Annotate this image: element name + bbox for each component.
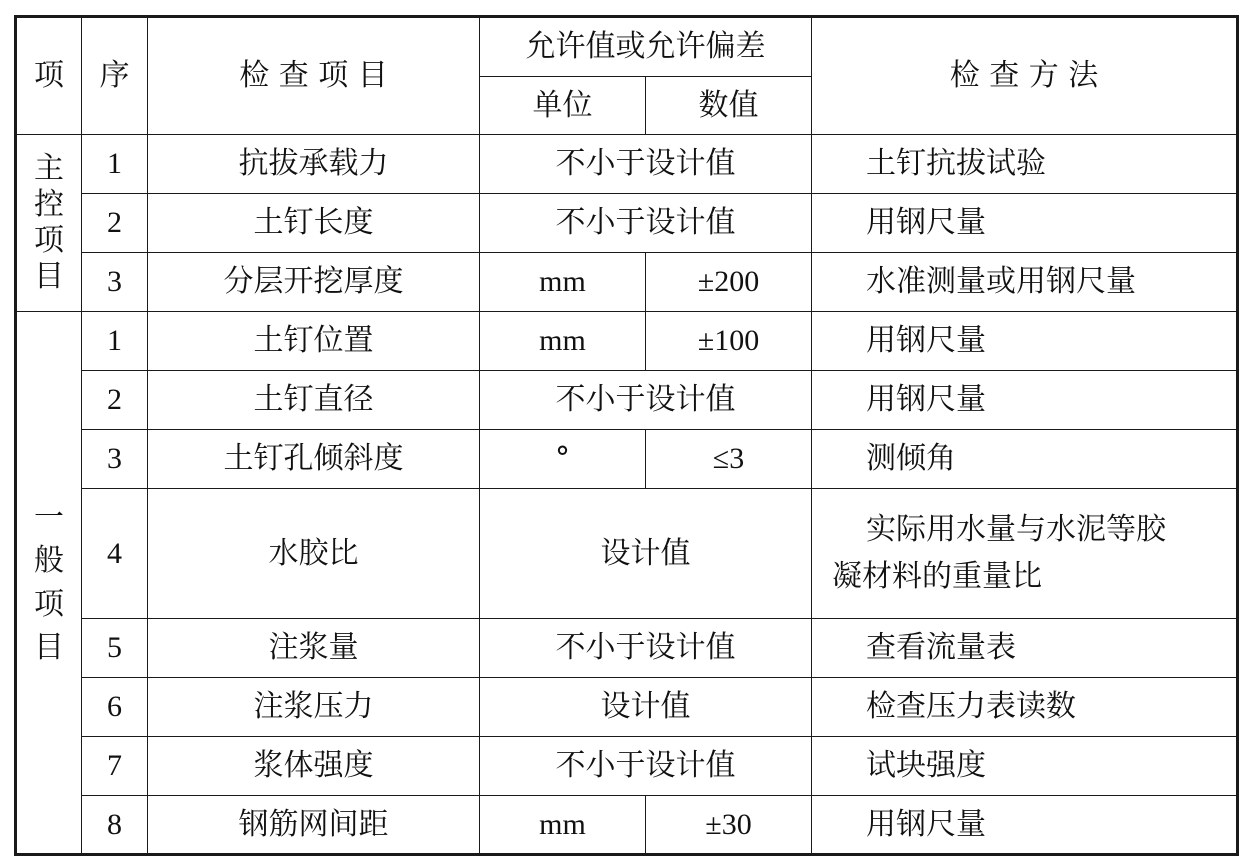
row-no: 6 bbox=[82, 678, 148, 737]
row-method: 用钢尺量 bbox=[812, 194, 1238, 253]
row-item: 分层开挖厚度 bbox=[148, 253, 480, 312]
row-no: 2 bbox=[82, 371, 148, 430]
group-general bbox=[16, 312, 82, 855]
row-item: 注浆量 bbox=[148, 619, 480, 678]
header-allowance: 允许值或允许偏差 bbox=[480, 17, 812, 77]
row-no: 2 bbox=[82, 194, 148, 253]
table-row bbox=[16, 678, 1238, 737]
row-unit: mm bbox=[480, 253, 646, 312]
row-value: ≤3 bbox=[646, 430, 812, 489]
row-value: ±200 bbox=[646, 253, 812, 312]
row-method: 用钢尺量 bbox=[812, 312, 1238, 371]
header-value: 数值 bbox=[646, 77, 812, 135]
table-row bbox=[16, 312, 1238, 371]
group-label: 一般项目 bbox=[34, 499, 64, 665]
table-row bbox=[16, 430, 1238, 489]
row-method: 土钉抗拔试验 bbox=[812, 135, 1238, 194]
header-item: 检 查 项 目 bbox=[148, 17, 480, 135]
group-main-control bbox=[16, 135, 82, 312]
table-row bbox=[16, 619, 1238, 678]
row-no: 4 bbox=[82, 489, 148, 619]
row-method bbox=[812, 489, 1238, 619]
row-item: 土钉位置 bbox=[148, 312, 480, 371]
row-allowance: 不小于设计值 bbox=[480, 135, 812, 194]
table-row bbox=[16, 371, 1238, 430]
group-label: 主控项目 bbox=[34, 151, 64, 294]
header-seq: 序 bbox=[82, 17, 148, 135]
row-method: 试块强度 bbox=[812, 737, 1238, 796]
row-no: 1 bbox=[82, 135, 148, 194]
method-line-2: 凝材料的重量比 bbox=[832, 558, 1042, 594]
row-no: 3 bbox=[82, 430, 148, 489]
row-item: 抗拔承载力 bbox=[148, 135, 480, 194]
row-item: 注浆压力 bbox=[148, 678, 480, 737]
row-item: 土钉长度 bbox=[148, 194, 480, 253]
header-row bbox=[16, 17, 1238, 77]
row-method: 测倾角 bbox=[812, 430, 1238, 489]
row-allowance: 设计值 bbox=[480, 678, 812, 737]
row-allowance: 不小于设计值 bbox=[480, 619, 812, 678]
table-row bbox=[16, 489, 1238, 619]
row-item: 土钉直径 bbox=[148, 371, 480, 430]
row-item: 浆体强度 bbox=[148, 737, 480, 796]
row-unit: ° bbox=[480, 430, 646, 489]
row-item: 钢筋网间距 bbox=[148, 796, 480, 855]
row-allowance: 设计值 bbox=[480, 489, 812, 619]
row-method: 用钢尺量 bbox=[812, 371, 1238, 430]
row-no: 1 bbox=[82, 312, 148, 371]
inspection-table bbox=[14, 15, 1239, 856]
row-allowance: 不小于设计值 bbox=[480, 737, 812, 796]
header-unit: 单位 bbox=[480, 77, 646, 135]
row-no: 8 bbox=[82, 796, 148, 855]
row-no: 7 bbox=[82, 737, 148, 796]
table-row bbox=[16, 253, 1238, 312]
row-value: ±30 bbox=[646, 796, 812, 855]
table-row bbox=[16, 135, 1238, 194]
header-method: 检 查 方 法 bbox=[812, 17, 1238, 135]
method-line-1: 实际用水量与水泥等胶 bbox=[866, 512, 1166, 547]
table-row bbox=[16, 796, 1238, 855]
row-no: 5 bbox=[82, 619, 148, 678]
row-allowance: 不小于设计值 bbox=[480, 194, 812, 253]
row-no: 3 bbox=[82, 253, 148, 312]
row-method: 检查压力表读数 bbox=[812, 678, 1238, 737]
row-unit: mm bbox=[480, 312, 646, 371]
row-item: 水胶比 bbox=[148, 489, 480, 619]
row-allowance: 不小于设计值 bbox=[480, 371, 812, 430]
row-method: 用钢尺量 bbox=[812, 796, 1238, 855]
row-unit: mm bbox=[480, 796, 646, 855]
table-row bbox=[16, 737, 1238, 796]
row-item: 土钉孔倾斜度 bbox=[148, 430, 480, 489]
row-method: 查看流量表 bbox=[812, 619, 1238, 678]
table-row bbox=[16, 194, 1238, 253]
row-value: ±100 bbox=[646, 312, 812, 371]
header-category: 项 bbox=[16, 17, 82, 135]
row-method: 水准测量或用钢尺量 bbox=[812, 253, 1238, 312]
